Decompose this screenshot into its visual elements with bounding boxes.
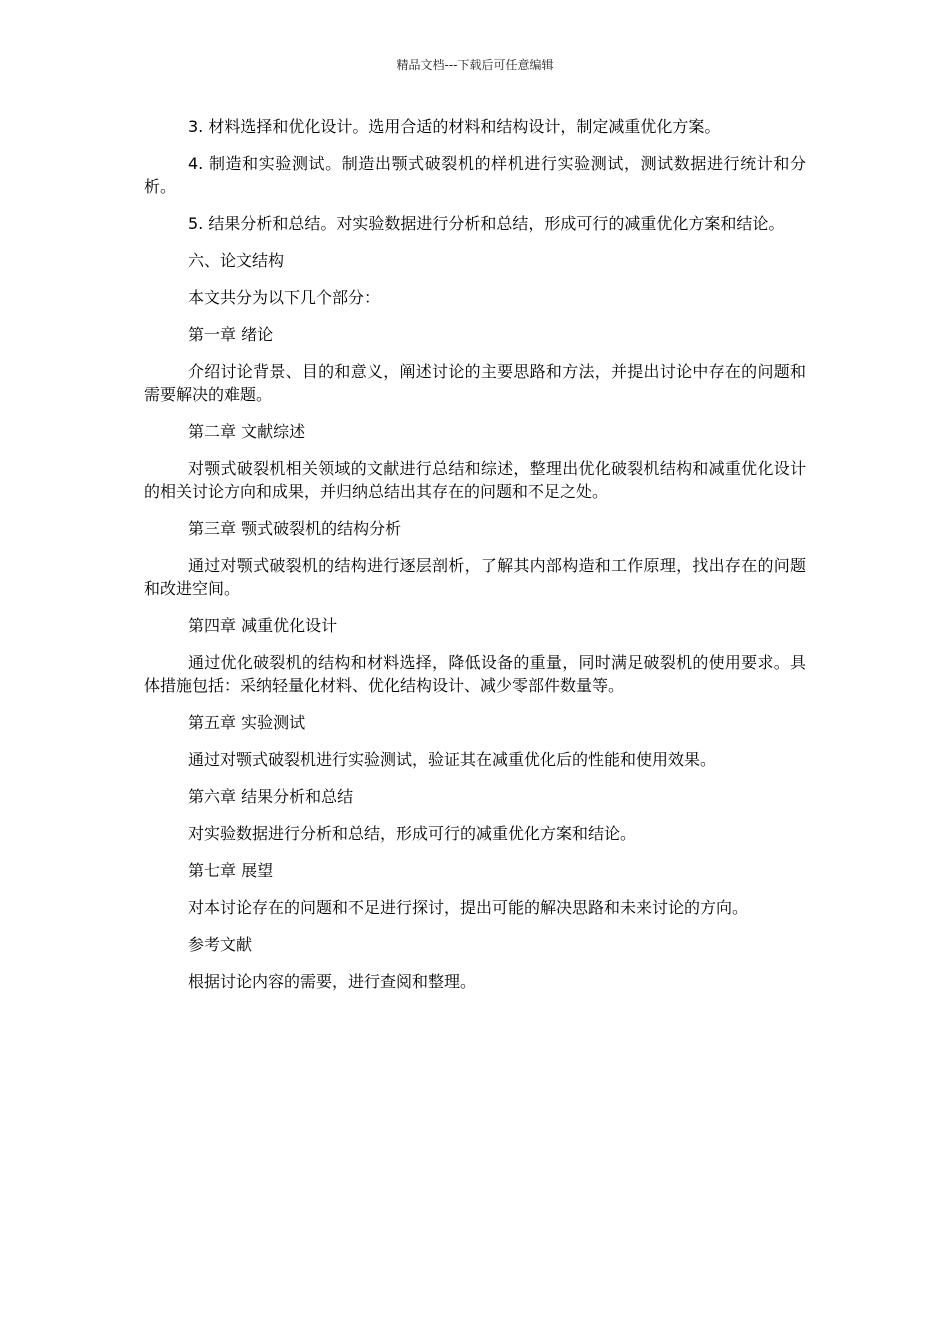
section-heading-thesis-structure: 六、论文结构: [188, 251, 285, 270]
references-description: 根据讨论内容的需要，进行查阅和整理。: [188, 972, 477, 991]
chapter-1-description: 介绍讨论背景、目的和意义，阐述讨论的主要思路和方法，并提出讨论中存在的问题和需要解决的难题。: [144, 362, 806, 404]
list-item-step-4: 4. 制造和实验测试。制造出颚式破裂机的样机进行实验测试，测试数据进行统计和分析。: [144, 154, 806, 196]
references-title: 参考文献: [188, 935, 253, 954]
list-item-step-3: 3. 材料选择和优化设计。选用合适的材料和结构设计，制定减重优化方案。: [188, 117, 721, 136]
chapter-4-title: 第四章 减重优化设计: [188, 616, 338, 635]
structure-intro: 本文共分为以下几个部分：: [188, 288, 381, 307]
chapter-5-description: 通过对颚式破裂机进行实验测试，验证其在减重优化后的性能和使用效果。: [188, 750, 717, 769]
document-body: [144, 115, 806, 1007]
chapter-2-description: 对颚式破裂机相关领域的文献进行总结和综述，整理出优化破裂机结构和减重优化设计的相关讨论方向和成果，并归纳总结出其存在的问题和不足之处。: [144, 459, 806, 501]
chapter-4-description: 通过优化破裂机的结构和材料选择，降低设备的重量，同时满足破裂机的使用要求。具体措施包括：采纳轻量化材料、优化结构设计、减少零部件数量等。: [144, 653, 806, 695]
chapter-1-title: 第一章 绪论: [188, 325, 274, 344]
chapter-5-title: 第五章 实验测试: [188, 713, 306, 732]
list-item-step-5: 5. 结果分析和总结。对实验数据进行分析和总结，形成可行的减重优化方案和结论。: [188, 214, 785, 233]
chapter-3-description: 通过对颚式破裂机的结构进行逐层剖析，了解其内部构造和工作原理，找出存在的问题和改进空间。: [144, 556, 806, 598]
page-header: 精品文档---下载后可任意编辑: [396, 58, 554, 72]
chapter-7-description: 对本讨论存在的问题和不足进行探讨，提出可能的解决思路和未来讨论的方向。: [188, 898, 749, 917]
chapter-2-title: 第二章 文献综述: [188, 422, 306, 441]
chapter-7-title: 第七章 展望: [188, 861, 274, 880]
chapter-6-title: 第六章 结果分析和总结: [188, 787, 354, 806]
chapter-3-title: 第三章 颚式破裂机的结构分析: [188, 519, 402, 538]
chapter-6-description: 对实验数据进行分析和总结，形成可行的减重优化方案和结论。: [188, 824, 637, 843]
